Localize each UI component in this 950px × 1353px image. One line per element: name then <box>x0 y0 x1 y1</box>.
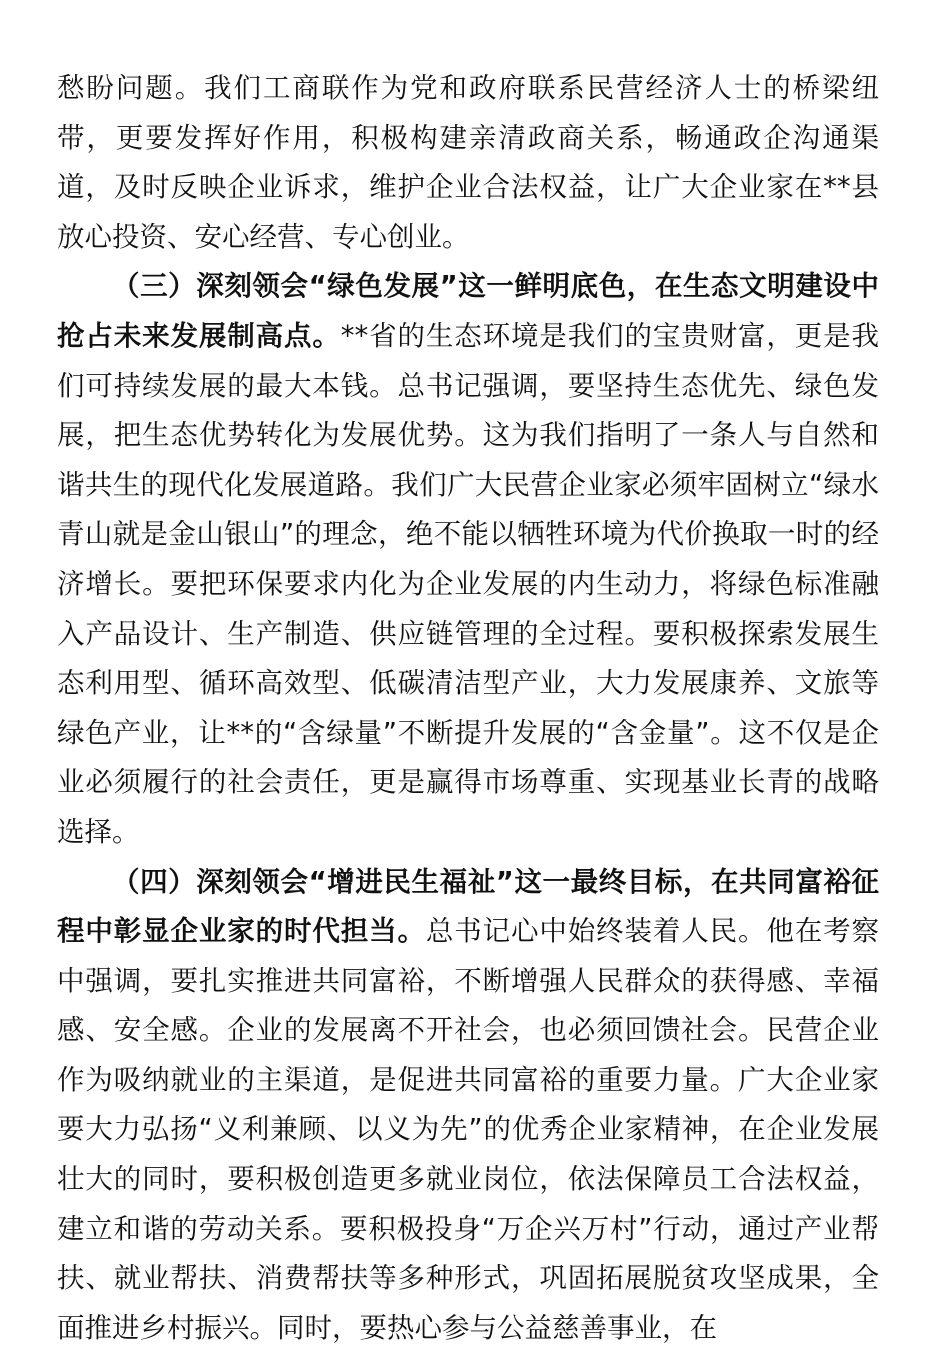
paragraph-body: 愁盼问题。我们工商联作为党和政府联系民营经济人士的桥梁纽带，更要发挥好作用，积极构建亲清政商关系，畅通政企沟通渠道，及时反映企业诉求，维护企业合法权益，让广大企业家在**县放心投资、安心经营、专心创业。 <box>57 72 879 253</box>
section-heading: （三）深刻领会“绿色发展”这一鲜明底色，在生态文明建设中抢占未来发展制高点。 <box>57 270 879 352</box>
document-page <box>57 64 879 1353</box>
paragraph-body: **省的生态环境是我们的宝贵财富，更是我们可持续发展的最大本钱。总书记强调，要坚持生态优先、绿色发展，把生态优势转化为发展优势。这为我们指明了一条人与自然和谐共生的现代化发展道路。我们广大民营企业家必须牢固树立“绿水青山就是金山银山”的理念，绝不能以牺牲环境为代价换取一时的经济增长。要把环保要求内化为企业发展的内生动力，将绿色标准融入产品设计、生产制造、供应链管理的全过程。要积极探索发展生态利用型、循环高效型、低碳清洁型产业，大力发展康养、文旅等绿色产业，让**的“含绿量”不断提升发展的“含金量”。这不仅是企业必须履行的社会责任，更是赢得市场尊重、实现基业长青的战略选择。 <box>57 320 879 848</box>
paragraph-body: 总书记心中始终装着人民。他在考察中强调，要扎实推进共同富裕，不断增强人民群众的获得感、幸福感、安全感。企业的发展离不开社会，也必须回馈社会。民营企业作为吸纳就业的主渠道，是促进共同富裕的重要力量。广大企业家要大力弘扬“义利兼顾、以义为先”的优秀企业家精神，在企业发展壮大的同时，要积极创造更多就业岗位，依法保障员工合法权益，建立和谐的劳动关系。要积极投身“万企兴万村”行动，通过产业帮扶、就业帮扶、消费帮扶等多种形式，巩固拓展脱贫攻坚成果，全面推进乡村振兴。同时，要热心参与公益慈善事业，在 <box>57 915 879 1344</box>
paragraph-section-4 <box>57 858 879 1353</box>
section-heading: （四）深刻领会“增进民生福祉”这一最终目标，在共同富裕征程中彰显企业家的时代担当。 <box>57 866 879 948</box>
paragraph-continuation <box>57 64 879 262</box>
paragraph-section-3 <box>57 262 879 857</box>
